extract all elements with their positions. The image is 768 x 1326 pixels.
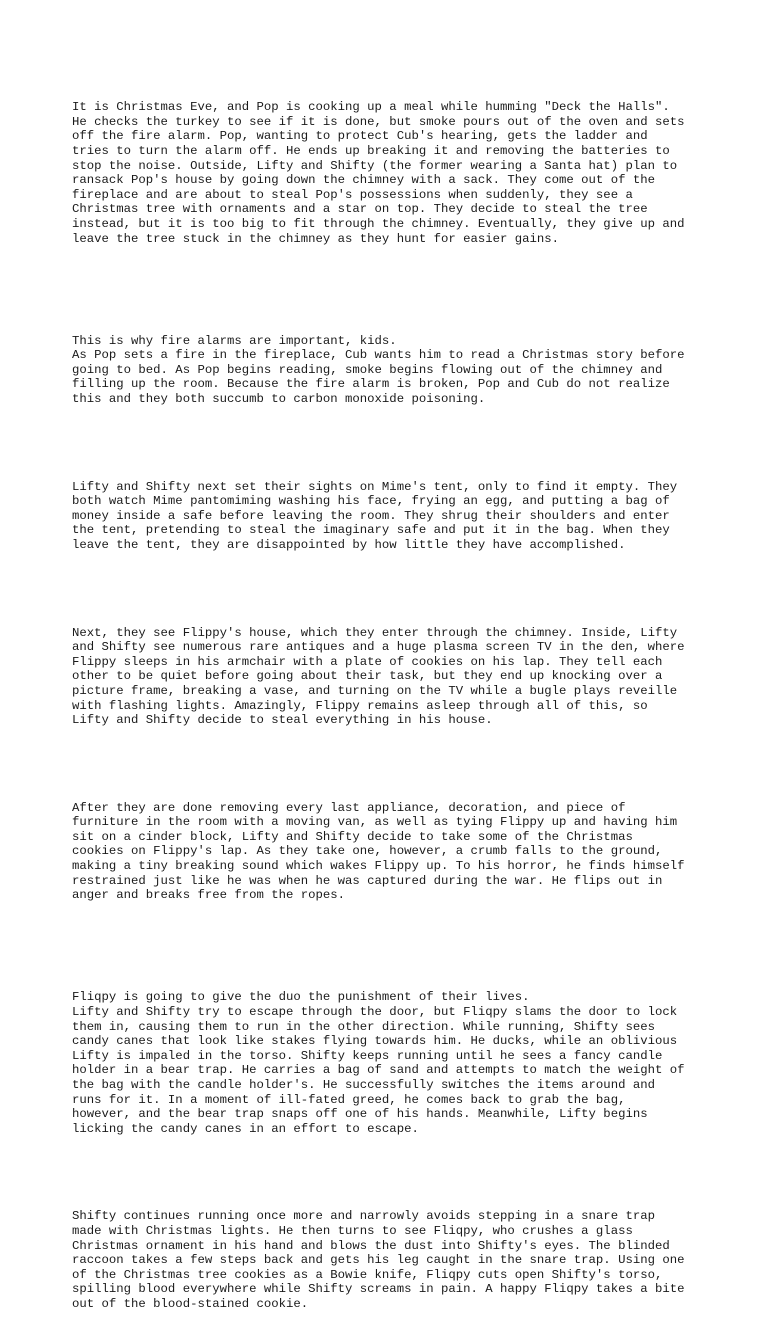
paragraph-flippy-house: Next, they see Flippy's house, which they enter through the chimney. Inside, Lifty and Shifty see numerous rare antiques and a huge plasma screen TV in the den, where Flippy sleeps in his armchair with a plate of cookies on his lap. They tell each other to be quiet before going about their task, but they end up knocking over a picture frame, breaking a vase, and turning on the TV while a bugle plays reveille with flashing lights. Amazingly, Flippy remains asleep through all of this, so Lifty and Shifty decide to steal everything in his house. [72,625,685,728]
paragraph-gap [72,275,712,304]
paragraph-gap [72,1166,712,1181]
document-body [72,71,712,1326]
paragraph-gap [72,436,712,451]
paragraph-fire-alarms: This is why fire alarms are important, kids. As Pop sets a fire in the fireplace, Cub wants him to read a Christmas story before going to bed. As Pop begins reading, smoke begins flowing out of the chimney and filling up the room. Because the fire alarm is broken, Pop and Cub do not realize this and they both succumb to carbon monoxide poisoning. [72,333,685,407]
paragraph-mime-tent: Lifty and Shifty next set their sights on Mime's tent, only to find it empty. They both watch Mime pantomiming washing his face, frying an egg, and putting a bag of money inside a safe before leaving the room. They shrug their shoulders and enter the tent, pretending to steal the imaginary safe and put it in the bag. When they leave the tent, they are disappointed by how little they have accomplished. [72,479,678,552]
paragraph-gap [72,582,712,597]
paragraph-fliqpy-punishment: Fliqpy is going to give the duo the punishment of their lives. Lifty and Shifty try to escape through the door, but Fliqpy slams the door to lock them in, causing them to run in the other direction. While running, Shifty sees candy canes that look like stakes flying towards him. He ducks, while an oblivious Lifty is impaled in the torso. Shifty keeps running until he sees a fancy candle holder in a bear trap. He carries a bag of sand and attempts to match the weight of the bag with the candle holder's. He successfully switches the items around and runs for it. In a moment of ill-fated greed, he comes back to grab the bag, however, and the bear trap snaps off one of his hands. Meanwhile, Lifty begins licking the candy canes in an effort to escape. [72,990,685,1136]
paragraph-flippy-wakes: After they are done removing every last appliance, decoration, and piece of furniture in the room with a moving van, as well as tying Flippy up and having him sit on a cinder block, Lifty and Shifty decide to take some of the Christmas cookies on Flippy's lap. As they take one, however, a crumb falls to the ground, making a tiny breaking sound which wakes Flippy up. To his horror, he finds himself restrained just like he was when he was captured during the war. He flips out in anger and breaks free from the ropes. [72,800,685,903]
paragraph-shifty-snare: Shifty continues running once more and narrowly avoids stepping in a snare trap made with Christmas lights. He then turns to see Fliqpy, who crushes a glass Christmas ornament in his hand and blows the dust into Shifty's eyes. The blinded raccoon takes a few steps back and gets his leg caught in the snare trap. Using one of the Christmas tree cookies as a Bowie knife, Fliqpy cuts open Shifty's torso, spilling blood everywhere while Shifty screams in pain. A happy Fliqpy takes a bite out of the blood-stained cookie. [72,1209,685,1311]
paragraph-christmas-eve: It is Christmas Eve, and Pop is cooking up a meal while humming "Deck the Halls". He checks the turkey to see if it is done, but smoke pours out of the oven and sets off the fire alarm. Pop, wanting to protect Cub's hearing, gets the ladder and tries to turn the alarm off. He ends up breaking it and removing the batteries to stop the noise. Outside, Lifty and Shifty (the former wearing a Santa hat) plan to ransack Pop's house by going down the chimney with a sack. They come out of the fireplace and are about to steal Pop's possessions when suddenly, they see a Christmas tree with ornaments and a star on top. They decide to steal the tree instead, but it is too big to fit through the chimney. Eventually, they give up and leave the tree stuck in the chimney as they hunt for easier gains. [72,100,685,246]
paragraph-gap [72,757,712,772]
paragraph-gap [72,932,712,961]
